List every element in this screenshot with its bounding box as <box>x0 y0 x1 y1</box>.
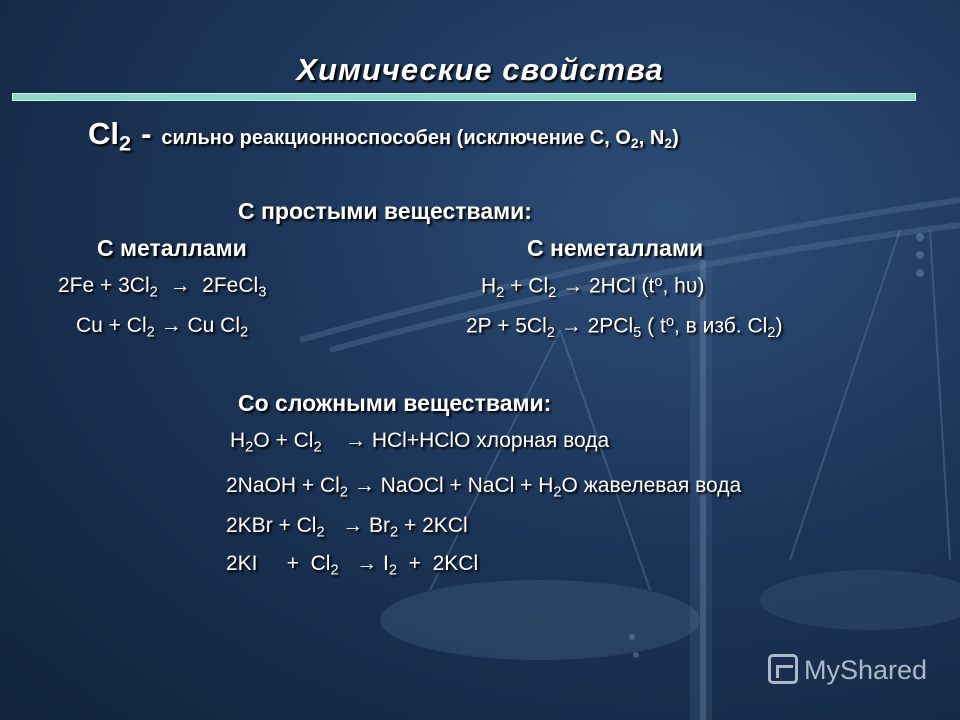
r2-products-tail: O жавелевая вода <box>561 474 742 497</box>
r2-reactants-sub: 2 <box>339 484 348 501</box>
r4-products-tail: + 2KCl <box>397 552 479 575</box>
r2-products: NaOCl + NaCl + H <box>380 474 554 497</box>
n1-arrow: → <box>562 274 584 298</box>
n1-condition: , hυ) <box>662 274 705 298</box>
m2-product: Cu Cl <box>187 314 240 337</box>
r3-products: Br <box>368 514 390 537</box>
metals-header: С металлами <box>97 235 247 261</box>
r2-arrow: → <box>353 474 375 497</box>
m2-product-sub: 2 <box>239 324 249 341</box>
r3-reactants-sub: 2 <box>316 524 325 541</box>
n2-reactants: 2P + 5Cl <box>466 314 547 338</box>
r1-products: HCl+HClO хлорная вода <box>371 429 610 452</box>
n1-cl: + Cl <box>504 274 549 298</box>
m2-arrow: → <box>160 314 182 337</box>
r4-products: I <box>383 552 389 575</box>
metal-reaction-1 <box>58 274 266 300</box>
lead-close: ) <box>672 127 679 149</box>
m2-reactants-sub: 2 <box>146 324 155 341</box>
n1-cl-sub: 2 <box>548 285 557 302</box>
n2-condition: ( t <box>641 314 666 338</box>
m1-product: 2FeCl <box>202 274 259 297</box>
r3-products-sub: 2 <box>389 524 399 541</box>
n2-close: ) <box>775 314 783 338</box>
r4-products-sub: 2 <box>388 562 398 579</box>
n2-product: 2PCl <box>587 314 634 338</box>
m1-reactants-sub: 2 <box>149 284 158 301</box>
n1-h: H <box>481 274 497 298</box>
r2-reactants: 2NaOH + Cl <box>226 474 340 497</box>
m2-reactants: Cu + Cl <box>76 314 147 337</box>
r4-arrow: → <box>356 552 378 575</box>
r1-h: H <box>230 429 246 452</box>
n1-degree: o <box>654 274 663 290</box>
n2-reactants-sub: 2 <box>546 325 555 342</box>
myshared-watermark <box>768 654 927 686</box>
complex-reaction-1 <box>230 429 609 455</box>
watermark-text: MyShared <box>804 655 928 685</box>
n2-degree: o <box>665 314 674 330</box>
slide-title: Химические свойства <box>296 52 664 87</box>
lead-sep: , N <box>638 127 665 149</box>
r3-arrow: → <box>342 514 364 537</box>
nonmetal-reaction-2 <box>466 314 782 341</box>
metal-reaction-2 <box>76 314 248 340</box>
title-underline-bar <box>12 93 916 101</box>
n2-arrow: → <box>560 314 582 338</box>
n2-excess-sub: 2 <box>767 325 776 342</box>
r2-products-sub: 2 <box>553 484 562 501</box>
complex-reaction-3 <box>226 514 468 540</box>
complex-substances-header: Со сложными веществами: <box>238 390 552 416</box>
lead-dash: - <box>141 116 152 151</box>
r1-h-sub: 2 <box>245 439 254 456</box>
chlorine-reactivity-line <box>88 116 679 157</box>
r1-cl-sub: 2 <box>313 439 322 456</box>
nonmetal-reaction-1 <box>481 274 704 301</box>
n1-h-sub: 2 <box>496 285 505 302</box>
r3-products-tail: + 2KCl <box>398 514 468 537</box>
r4-reactants: 2KI + Cl <box>226 552 331 575</box>
nonmetals-header: С неметаллами <box>527 235 704 261</box>
n1-product: 2HCl (t <box>588 274 655 298</box>
lead-o-sub: 2 <box>630 135 639 152</box>
play-icon <box>768 654 798 684</box>
r4-reactants-sub: 2 <box>330 562 339 579</box>
lead-text: сильно реакционноспособен (исключение C, O <box>161 127 631 149</box>
r1-ocl: O + Cl <box>253 429 314 452</box>
n2-excess: , в изб. Cl <box>673 314 768 338</box>
m1-product-sub: 3 <box>258 284 267 301</box>
lead-n-sub: 2 <box>664 135 673 152</box>
n2-product-sub: 5 <box>633 325 642 342</box>
complex-reaction-4 <box>226 552 478 578</box>
r1-arrow: → <box>344 429 366 452</box>
m1-arrow: → <box>169 274 191 297</box>
m1-reactants: 2Fe + 3Cl <box>58 274 150 297</box>
simple-substances-header: С простыми веществами: <box>238 198 532 224</box>
lead-formula-sub: 2 <box>119 130 132 156</box>
complex-reaction-2 <box>226 474 741 500</box>
lead-formula: Cl <box>88 116 119 151</box>
r3-reactants: 2KBr + Cl <box>226 514 317 537</box>
